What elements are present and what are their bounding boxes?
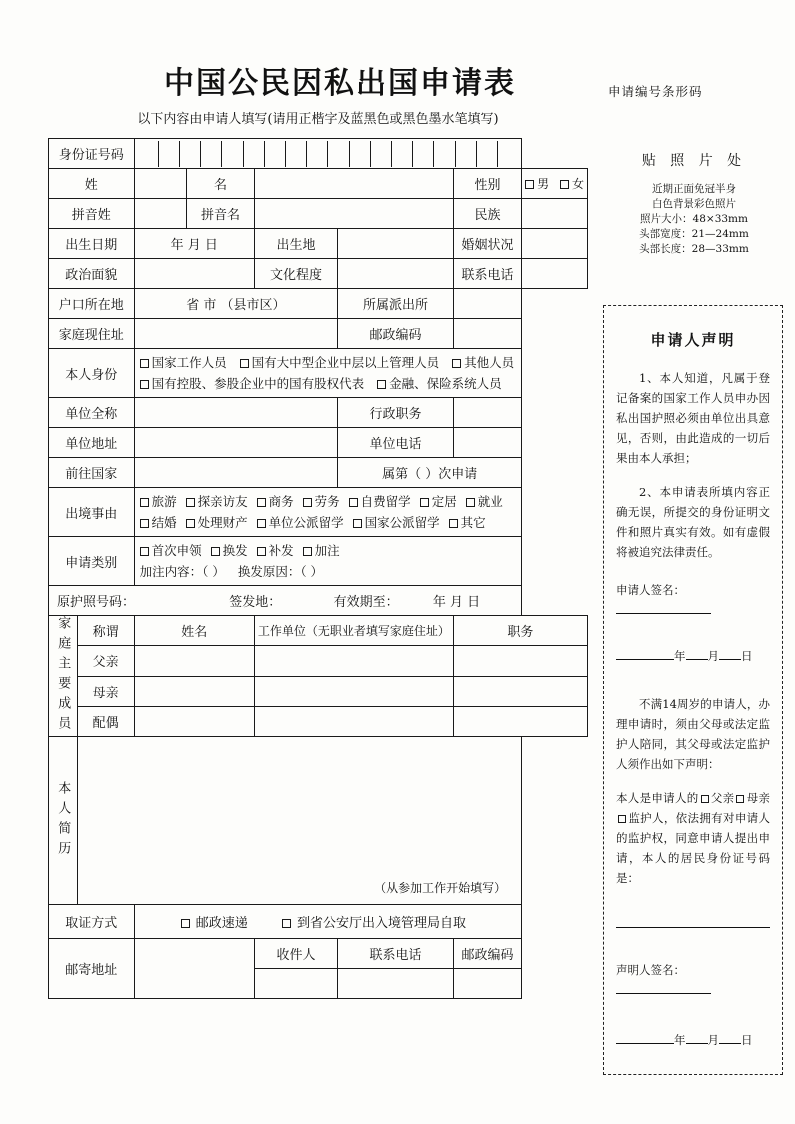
old-passport-label: 原护照号码： — [57, 595, 136, 610]
given-name-field[interactable] — [254, 169, 453, 199]
purpose-option-label-3: 劳务 — [314, 494, 340, 509]
delivery-option-1[interactable] — [282, 912, 466, 931]
identity-option-0[interactable] — [140, 352, 227, 373]
resume-section-label-text: 本人简历 — [55, 780, 71, 861]
id-number-box-14[interactable] — [434, 141, 455, 167]
guardian-legal-checkbox[interactable] — [618, 815, 626, 823]
surname-field[interactable] — [134, 169, 187, 199]
purpose-option-3[interactable] — [303, 491, 340, 512]
purpose-option-label-4: 自费留学 — [360, 494, 411, 509]
purpose-checkbox-9[interactable] — [257, 519, 266, 528]
id-number-box-2[interactable] — [180, 141, 201, 167]
family-row-spouse-name[interactable] — [134, 706, 254, 736]
home-address-label: 家庭现住址 — [49, 319, 135, 349]
row-hukou — [49, 289, 588, 319]
purpose-checkbox-1[interactable] — [186, 498, 195, 507]
id-number-box-3[interactable] — [201, 141, 222, 167]
identity-option-1[interactable] — [240, 352, 440, 373]
purpose-checkbox-10[interactable] — [353, 519, 362, 528]
issue-place-label: 签发地： — [229, 595, 282, 610]
resume-row — [49, 737, 588, 905]
family-col-employer: 工作单位（无职业者填写家庭住址） — [254, 616, 453, 646]
id-number-box-17[interactable] — [498, 141, 518, 167]
purpose-option-10[interactable] — [353, 512, 440, 533]
guardian-father-checkbox[interactable] — [701, 795, 709, 803]
mailing-recipient-field[interactable] — [254, 969, 337, 999]
family-col-name: 姓名 — [134, 616, 254, 646]
id-number-box-5[interactable] — [244, 141, 265, 167]
applicant-signature-row[interactable] — [616, 580, 770, 620]
declaration-title: 申请人声明 — [650, 331, 736, 349]
photo-note-4: 头部长度：28—33mm — [639, 243, 749, 255]
purpose-checkbox-6[interactable] — [466, 498, 475, 507]
purpose-option-label-9: 单位公派留学 — [268, 515, 344, 530]
application-type-option-label-3: 加注 — [314, 543, 340, 558]
purpose-checkbox-8[interactable] — [186, 519, 195, 528]
hukou-label: 户口所在地 — [49, 289, 135, 319]
identity-option-label-0: 国家工作人员 — [151, 355, 227, 370]
purpose-option-0[interactable] — [140, 491, 177, 512]
family-row-mother-name[interactable] — [134, 676, 254, 706]
row-home-address — [49, 319, 588, 349]
identity-checkbox-2[interactable] — [452, 359, 461, 368]
declarant-date-day: 日 — [741, 1033, 753, 1047]
identity-option-2[interactable] — [452, 352, 514, 373]
declarant-signature-label: 声明人签名： — [616, 963, 685, 977]
mailing-postcode-field[interactable] — [453, 969, 521, 999]
barcode-label: 申请编号条形码 — [608, 84, 703, 99]
application-type-checkbox-0[interactable] — [140, 547, 149, 556]
delivery-checkbox-0[interactable] — [181, 919, 190, 928]
guardian-id-line[interactable] — [616, 914, 770, 928]
mailing-address-label: 邮寄地址 — [49, 939, 135, 999]
application-type-option-3[interactable] — [303, 540, 340, 561]
row-destination — [49, 458, 588, 488]
id-number-box-1[interactable] — [159, 141, 180, 167]
page-title: 中国公民因私出国申请表 — [164, 66, 516, 101]
gender-female-label: 女 — [571, 177, 584, 191]
photo-note-1: 白色背景彩色照片 — [652, 198, 736, 210]
purpose-option-6[interactable] — [466, 491, 503, 512]
identity-checkbox-3[interactable] — [140, 380, 149, 389]
family-row-spouse-employer[interactable] — [254, 706, 453, 736]
valid-until-field[interactable]: 年 月 日 — [432, 595, 481, 610]
row-purpose — [49, 488, 588, 537]
declarant-date-month: 月 — [707, 1033, 719, 1047]
applicant-date-day-line[interactable] — [719, 646, 741, 660]
application-type-options[interactable] — [134, 537, 522, 586]
family-col-relation: 称谓 — [77, 616, 134, 646]
id-number-label: 身份证号码 — [49, 139, 135, 169]
purpose-checkbox-3[interactable] — [303, 498, 312, 507]
id-number-box-6[interactable] — [265, 141, 286, 167]
delivery-checkbox-1[interactable] — [282, 919, 291, 928]
purpose-checkbox-2[interactable] — [257, 498, 266, 507]
application-type-option-2[interactable] — [257, 540, 294, 561]
old-passport-row[interactable] — [49, 586, 522, 616]
table-row — [49, 676, 588, 706]
applicant-signature-line[interactable] — [616, 600, 711, 614]
application-type-option-label-2: 补发 — [268, 543, 294, 558]
id-number-box-10[interactable] — [350, 141, 371, 167]
delivery-method-label: 取证方式 — [49, 905, 135, 939]
row-mailing-header — [49, 939, 588, 969]
valid-until-label: 有效期至： — [333, 595, 399, 610]
home-address-field[interactable] — [134, 319, 338, 349]
purpose-option-11[interactable] — [449, 512, 486, 533]
family-row-mother-position[interactable] — [453, 676, 587, 706]
admin-post-label: 行政职务 — [338, 398, 454, 428]
table-row — [49, 646, 588, 676]
family-row-father-label: 父亲 — [77, 646, 134, 676]
applicant-date-year-line[interactable] — [616, 646, 674, 660]
photo-requirements — [606, 182, 782, 257]
reissue-reason-field[interactable]: 换发原因：（ ） — [237, 564, 324, 579]
id-number-box-8[interactable] — [307, 141, 328, 167]
identity-option-4[interactable] — [377, 373, 502, 394]
id-number-box-11[interactable] — [371, 141, 392, 167]
destination-label: 前往国家 — [49, 458, 135, 488]
birth-place-label: 出生地 — [254, 229, 337, 259]
form-subtitle: 以下内容由申请人填写(请用正楷字及蓝黑色或黑色墨水笔填写) — [137, 112, 499, 127]
application-type-checkbox-2[interactable] — [257, 547, 266, 556]
declarant-signature-line[interactable] — [616, 980, 711, 994]
purpose-option-5[interactable] — [420, 491, 457, 512]
row-id-number — [49, 139, 588, 169]
photo-note-3: 头部宽度：21—24mm — [639, 228, 749, 240]
application-form-table — [48, 138, 588, 999]
purpose-option-label-11: 其它 — [460, 515, 486, 530]
row-old-passport — [49, 586, 588, 616]
guardian-father-label: 父亲 — [710, 791, 735, 805]
gender-label: 性别 — [453, 169, 521, 199]
family-col-position: 职务 — [453, 616, 587, 646]
family-header-row — [49, 616, 588, 646]
ethnicity-field[interactable] — [522, 199, 588, 229]
purpose-option-label-7: 结婚 — [151, 515, 177, 530]
application-type-option-0[interactable] — [140, 540, 202, 561]
id-number-box-4[interactable] — [222, 141, 243, 167]
employer-address-label: 单位地址 — [49, 428, 135, 458]
guardian-mother-checkbox[interactable] — [736, 795, 744, 803]
application-type-option-label-0: 首次申领 — [151, 543, 202, 558]
mailing-phone-field[interactable] — [338, 969, 454, 999]
identity-checkbox-1[interactable] — [240, 359, 249, 368]
purpose-option-label-10: 国家公派留学 — [364, 515, 440, 530]
delivery-option-0[interactable] — [181, 912, 248, 931]
mailing-col-recipient: 收件人 — [254, 939, 337, 969]
family-row-father-name[interactable] — [134, 646, 254, 676]
purpose-option-label-0: 旅游 — [151, 494, 177, 509]
id-number-box-0[interactable] — [138, 141, 159, 167]
guardian-statement[interactable] — [616, 788, 770, 888]
employer-phone-field[interactable] — [453, 428, 521, 458]
family-section-label-text: 家庭主要成员 — [55, 616, 71, 736]
applicant-date-row[interactable] — [616, 646, 770, 666]
purpose-checkbox-7[interactable] — [140, 519, 149, 528]
family-row-spouse-position[interactable] — [453, 706, 587, 736]
pinyin-given-label: 拼音名 — [187, 199, 255, 229]
postcode-label: 邮政编码 — [338, 319, 454, 349]
row-delivery-method — [49, 905, 588, 939]
photo-area — [606, 140, 782, 290]
family-section-label — [49, 616, 78, 737]
employer-phone-label: 单位电话 — [338, 428, 454, 458]
mailing-col-phone: 联系电话 — [338, 939, 454, 969]
applicant-declaration-panel — [603, 305, 783, 1075]
declaration-item-2: 2、本申请表所填内容正确无误，所提交的身份证明文件和照片真实有效。如有虚假将被追究法律责任。 — [616, 485, 770, 559]
pinyin-surname-label: 拼音姓 — [49, 199, 135, 229]
purpose-option-9[interactable] — [257, 512, 344, 533]
delivery-option-label-1: 到省公安厅出入境管理局自取 — [296, 916, 466, 931]
application-count-field[interactable]: 属第（ ）次申请 — [338, 458, 522, 488]
identity-option-label-4: 金融、保险系统人员 — [389, 376, 502, 391]
identity-option-label-2: 其他人员 — [464, 355, 515, 370]
row-pinyin — [49, 199, 588, 229]
pinyin-given-field[interactable] — [254, 199, 453, 229]
declaration-item-1: 1、本人知道，凡属于登记备案的国家工作人员申办因私出国护照必须由单位出具意见，否则，由此造成的一切后果由本人承担； — [616, 371, 770, 465]
row-political — [49, 259, 588, 289]
employer-field[interactable] — [134, 398, 338, 428]
admin-post-field[interactable] — [453, 398, 521, 428]
family-row-mother-label: 母亲 — [77, 676, 134, 706]
political-field[interactable] — [134, 259, 254, 289]
identity-checkbox-0[interactable] — [140, 359, 149, 368]
purpose-option-label-6: 就业 — [477, 494, 503, 509]
identity-option-label-3: 国有控股、参股企业中的国有股权代表 — [151, 376, 365, 391]
employer-address-field[interactable] — [134, 428, 338, 458]
table-row — [49, 706, 588, 736]
purpose-option-label-5: 定居 — [431, 494, 457, 509]
resume-note: （从参加工作开始填写） — [374, 881, 507, 895]
row-application-type — [49, 537, 588, 586]
marital-field[interactable] — [522, 229, 588, 259]
photo-area-title: 贴 照 片 处 — [641, 153, 747, 169]
row-name — [49, 169, 588, 199]
guardian-legal-label: 监护人 — [628, 811, 664, 825]
purpose-option-1[interactable] — [186, 491, 248, 512]
id-number-box-7[interactable] — [286, 141, 307, 167]
applicant-signature-label: 申请人签名： — [616, 583, 685, 597]
employer-label: 单位全称 — [49, 398, 135, 428]
row-birth — [49, 229, 588, 259]
id-number-boxes[interactable] — [134, 139, 522, 169]
guardian-prefix: 本人是申请人的 — [616, 791, 699, 805]
guardian-mother-label: 母亲 — [746, 791, 771, 805]
id-number-box-16[interactable] — [477, 141, 498, 167]
political-label: 政治面貌 — [49, 259, 135, 289]
phone-field[interactable] — [522, 259, 588, 289]
family-row-father-position[interactable] — [453, 646, 587, 676]
family-row-father-employer[interactable] — [254, 646, 453, 676]
application-type-option-label-1: 换发 — [222, 543, 248, 558]
delivery-method-options[interactable] — [134, 905, 522, 939]
education-field[interactable] — [338, 259, 454, 289]
row-identity — [49, 349, 588, 398]
purpose-checkbox-0[interactable] — [140, 498, 149, 507]
postcode-field[interactable] — [453, 319, 521, 349]
purpose-label: 出境事由 — [49, 488, 135, 537]
given-name-label: 名 — [187, 169, 255, 199]
declarant-date-year-line[interactable] — [616, 1030, 674, 1044]
birth-date-label: 出生日期 — [49, 229, 135, 259]
id-number-box-15[interactable] — [456, 141, 477, 167]
purpose-option-label-8: 处理财产 — [197, 515, 248, 530]
resume-section-label — [49, 737, 78, 905]
purpose-option-8[interactable] — [186, 512, 248, 533]
gender-male-checkbox[interactable] — [525, 180, 534, 189]
application-type-checkbox-1[interactable] — [211, 547, 220, 556]
surname-label: 姓 — [49, 169, 135, 199]
minor-applicant-note: 不满14周岁的申请人，办理申请时，须由父母或法定监护人陪同，其父母或法定监护人须作出如下声明： — [616, 697, 770, 771]
declarant-date-row[interactable] — [616, 1030, 770, 1050]
row-employer — [49, 398, 588, 428]
purpose-option-2[interactable] — [257, 491, 294, 512]
application-type-option-1[interactable] — [211, 540, 248, 561]
id-number-box-13[interactable] — [413, 141, 434, 167]
identity-checkbox-4[interactable] — [377, 380, 386, 389]
birth-date-field[interactable]: 年 月 日 — [134, 229, 254, 259]
destination-field[interactable] — [134, 458, 338, 488]
declarant-signature-row[interactable] — [616, 960, 770, 1000]
hukou-field[interactable]: 省 市 （县市区） — [134, 289, 338, 319]
applicant-date-month-line[interactable] — [686, 646, 708, 660]
applicant-date-year: 年 — [674, 649, 686, 663]
resume-field[interactable] — [77, 737, 522, 905]
family-row-spouse-label: 配偶 — [77, 706, 134, 736]
applicant-date-day: 日 — [741, 649, 753, 663]
declarant-date-day-line[interactable] — [719, 1030, 741, 1044]
police-station-label: 所属派出所 — [338, 289, 454, 319]
mailing-col-postcode: 邮政编码 — [453, 939, 521, 969]
purpose-checkbox-11[interactable] — [449, 519, 458, 528]
purpose-option-label-1: 探亲访友 — [197, 494, 248, 509]
application-type-checkbox-3[interactable] — [303, 547, 312, 556]
annotation-content-field[interactable]: 加注内容：（ ） — [139, 564, 225, 579]
photo-note-2: 照片大小：48×33mm — [640, 213, 748, 225]
delivery-option-label-0: 邮政速递 — [195, 916, 248, 931]
identity-option-3[interactable] — [140, 373, 365, 394]
purpose-option-4[interactable] — [349, 491, 411, 512]
application-type-label: 申请类别 — [49, 537, 135, 586]
guardian-id-line-row[interactable] — [616, 914, 770, 934]
marital-label: 婚姻状况 — [453, 229, 521, 259]
ethnicity-label: 民族 — [453, 199, 521, 229]
identity-label: 本人身份 — [49, 349, 135, 398]
declarant-date-year: 年 — [674, 1033, 686, 1047]
education-label: 文化程度 — [254, 259, 337, 289]
pinyin-surname-field[interactable] — [134, 199, 187, 229]
photo-note-0: 近期正面免冠半身 — [652, 183, 736, 195]
phone-label: 联系电话 — [453, 259, 521, 289]
mailing-address-field[interactable] — [134, 939, 254, 999]
gender-field[interactable] — [522, 169, 588, 199]
purpose-options[interactable] — [134, 488, 522, 537]
police-station-field[interactable] — [453, 289, 521, 319]
birth-place-field[interactable] — [338, 229, 454, 259]
applicant-date-month: 月 — [707, 649, 719, 663]
row-employer-address — [49, 428, 588, 458]
family-row-mother-employer[interactable] — [254, 676, 453, 706]
purpose-option-7[interactable] — [140, 512, 177, 533]
purpose-checkbox-4[interactable] — [349, 498, 358, 507]
identity-options[interactable] — [134, 349, 522, 398]
purpose-checkbox-5[interactable] — [420, 498, 429, 507]
gender-female-checkbox[interactable] — [560, 180, 569, 189]
id-number-box-12[interactable] — [392, 141, 413, 167]
id-number-box-9[interactable] — [328, 141, 349, 167]
declarant-date-month-line[interactable] — [686, 1030, 708, 1044]
gender-male-label: 男 — [537, 177, 550, 191]
purpose-option-label-2: 商务 — [268, 494, 294, 509]
identity-option-label-1: 国有大中型企业中层以上管理人员 — [251, 355, 440, 370]
guardian-body-text: ，依法拥有对申请人的监护权，同意申请人提出申请，本人的居民身份证号码是： — [616, 811, 771, 885]
